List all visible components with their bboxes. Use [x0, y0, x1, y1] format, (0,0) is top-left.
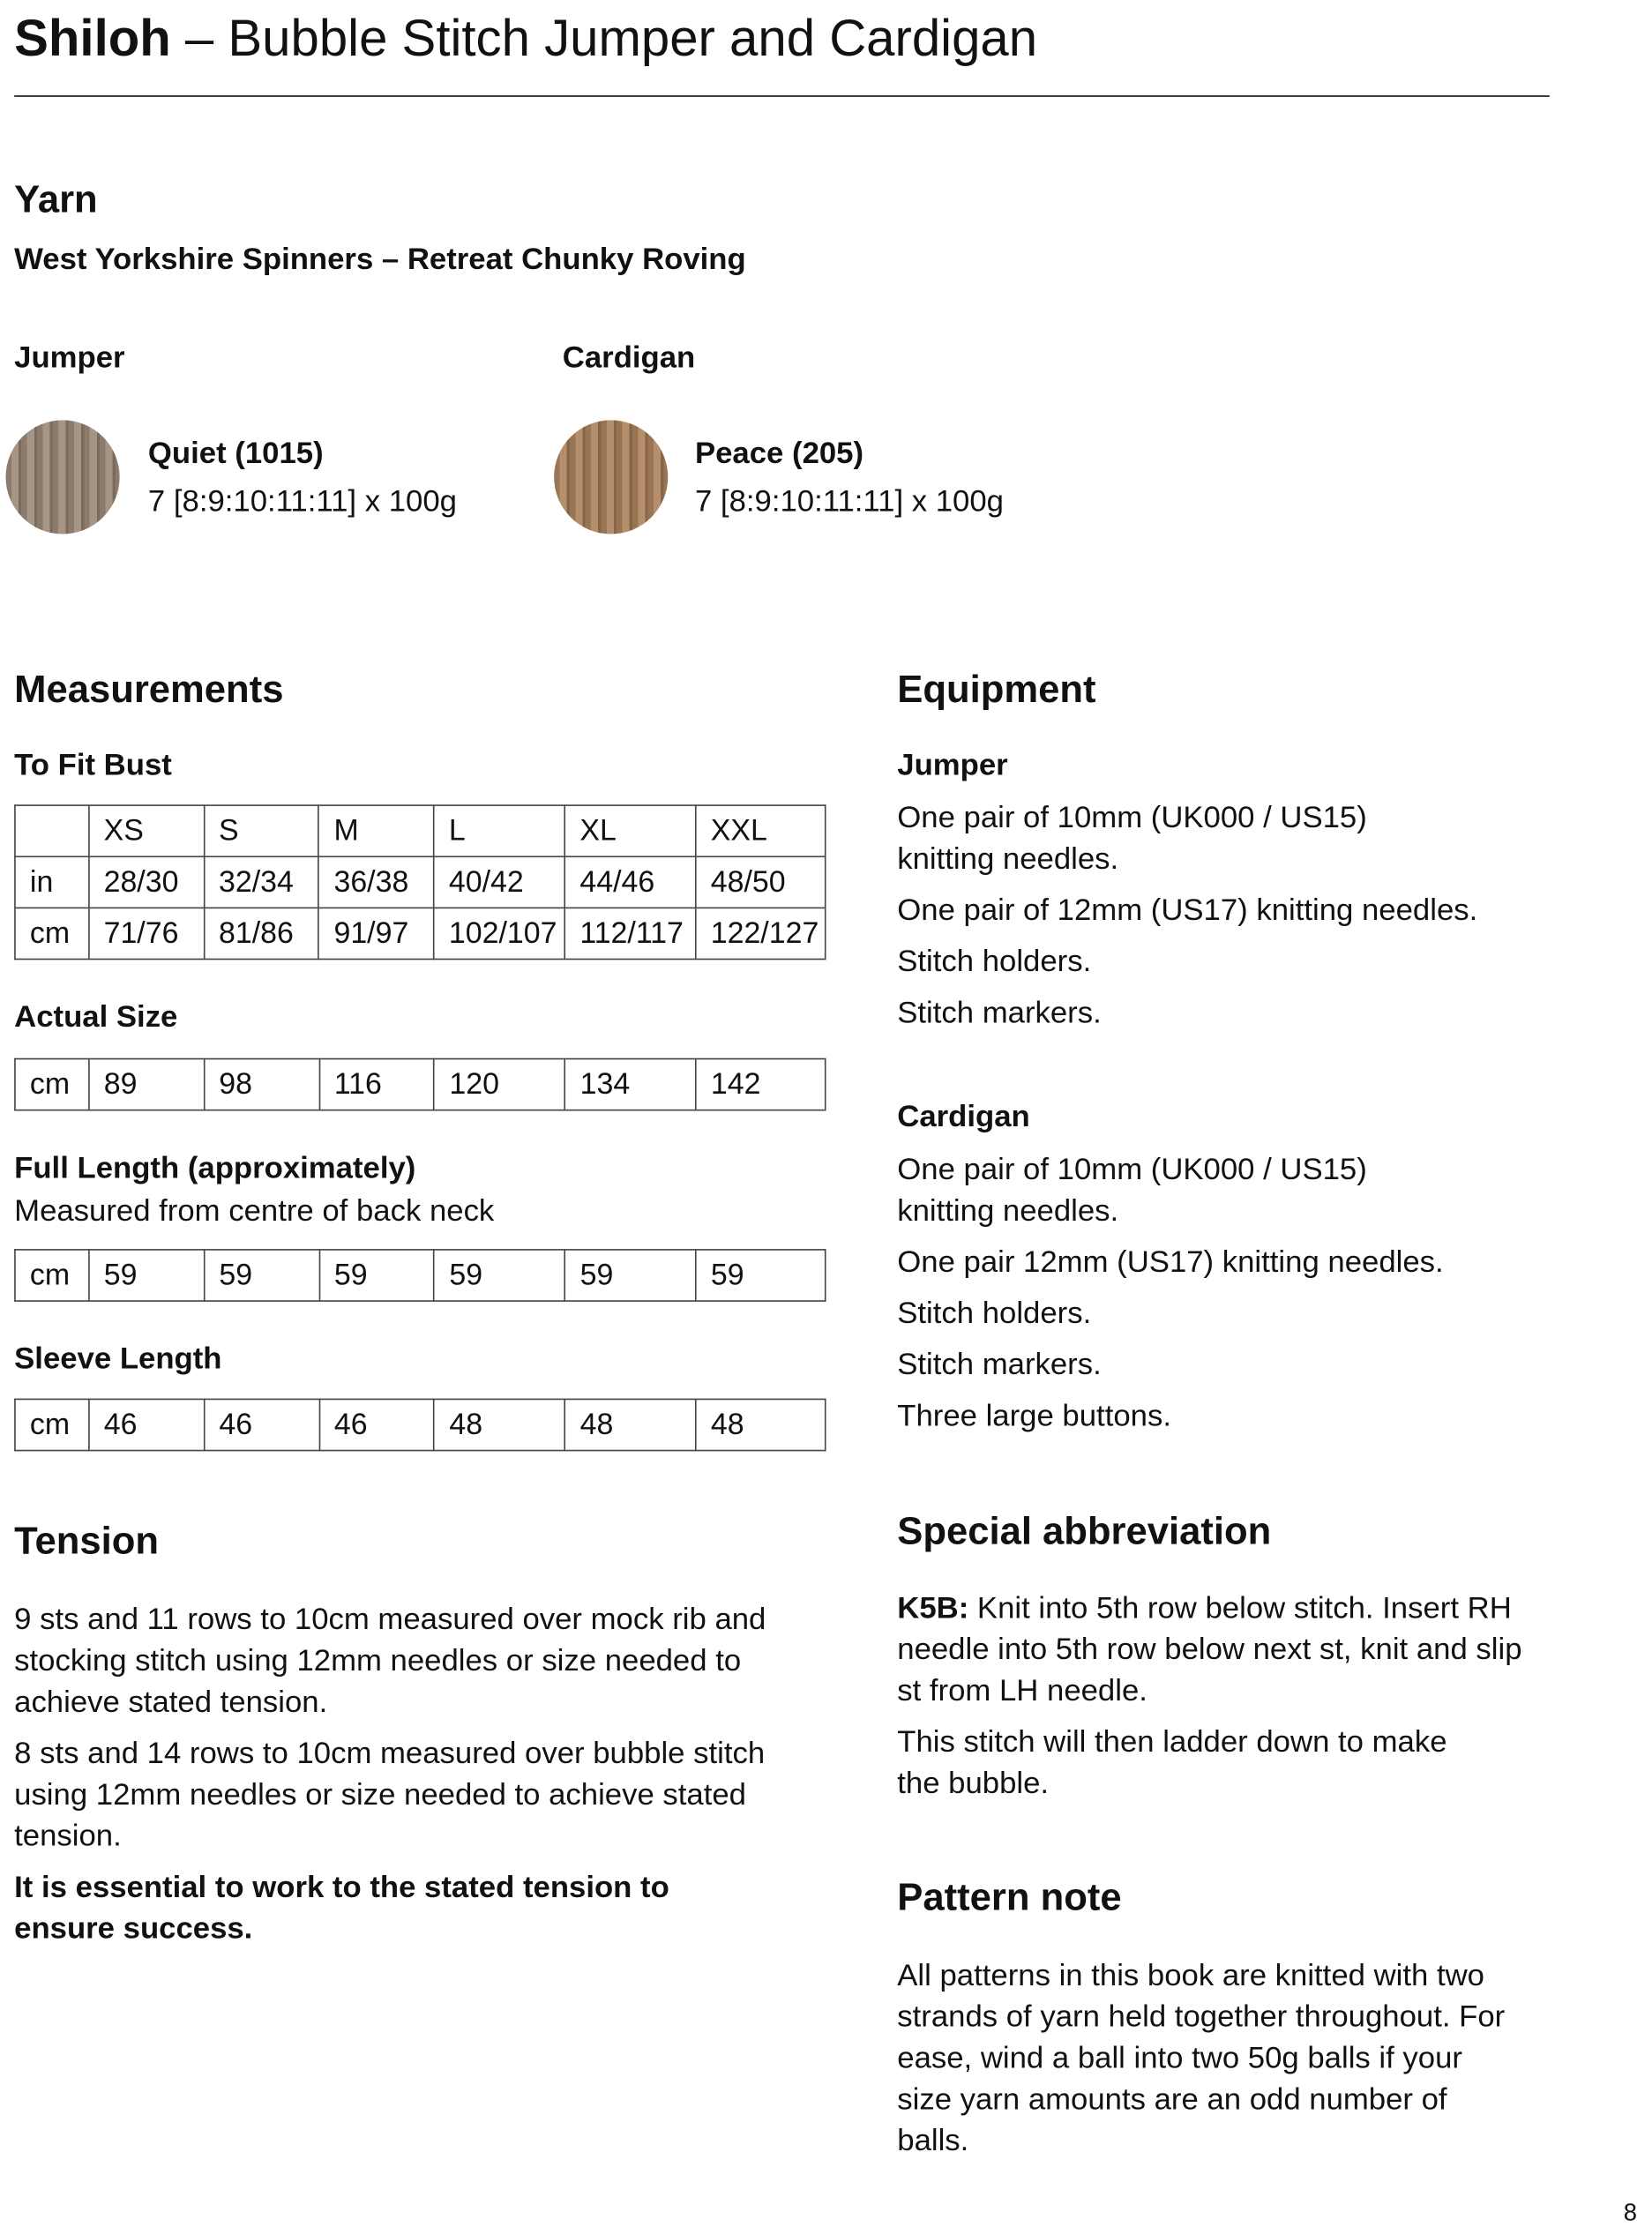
size-header: S — [204, 805, 318, 856]
table-cell — [15, 805, 89, 856]
cardigan-label: Cardigan — [562, 340, 696, 375]
page-title: Shiloh – Bubble Stitch Jumper and Cardigan — [14, 8, 1038, 67]
table-cell: 59 — [89, 1250, 205, 1301]
equipment-jumper-list — [897, 797, 1559, 1043]
table-cell: 48 — [696, 1399, 826, 1450]
pattern-note-heading: Pattern note — [897, 1875, 1122, 1919]
table-cell: 122/127 — [696, 908, 826, 959]
table-row — [15, 1059, 826, 1110]
measurements-heading: Measurements — [14, 668, 284, 711]
table-cell: 48/50 — [696, 856, 826, 908]
bust-label: To Fit Bust — [14, 747, 172, 782]
jumper-shade: Quiet (1015) — [147, 436, 324, 470]
sleeve-length-table — [14, 1399, 826, 1452]
table-cell: 32/34 — [204, 856, 318, 908]
tension-text — [14, 1599, 819, 1960]
list-item: Stitch holders. — [897, 944, 1092, 979]
table-cell: 112/117 — [564, 908, 695, 959]
cardigan-shade: Peace (205) — [694, 436, 864, 470]
equipment-jumper-label: Jumper — [897, 747, 1008, 782]
table-cell: 59 — [434, 1250, 564, 1301]
table-cell: 120 — [434, 1059, 564, 1110]
table-cell: 89 — [89, 1059, 205, 1110]
size-header: L — [434, 805, 564, 856]
table-cell: 116 — [319, 1059, 435, 1110]
tension-paragraph: 9 sts and 11 rows to 10cm measured over mock rib and stocking stitch using 12mm needles or size needed to achieve stated tension. — [14, 1602, 766, 1719]
full-length-table — [14, 1249, 826, 1302]
table-cell: 44/46 — [564, 856, 695, 908]
tension-paragraph: 8 sts and 14 rows to 10cm measured over bubble stitch using 12mm needles or size needed to achieve stated tension. — [14, 1736, 766, 1853]
full-length-label: Full Length (approximately) — [14, 1150, 416, 1185]
list-item: One pair of 12mm (US17) knitting needles. — [897, 893, 1478, 928]
equipment-cardigan-list — [897, 1149, 1559, 1446]
unit-cell: cm — [15, 1250, 89, 1301]
table-cell: 59 — [204, 1250, 319, 1301]
abbreviation-definition-text: Knit into 5th row below stitch. Insert RH needle into 5th row below next st, knit and slip st from LH needle. — [897, 1590, 1522, 1708]
table-cell: 46 — [204, 1399, 319, 1450]
jumper-quantity: 7 [8:9:10:11:11] x 100g — [147, 483, 457, 519]
pattern-note-text: All patterns in this book are knitted with two strands of yarn held together throughout. For ease, wind a ball into two 50g balls if your size yarn amounts are an odd number of balls. — [897, 1958, 1506, 2158]
abbreviation-note: This stitch will then ladder down to make the bubble. — [897, 1724, 1447, 1800]
table-cell: 40/42 — [434, 856, 564, 908]
bust-table — [14, 804, 826, 960]
list-item: Stitch markers. — [897, 1347, 1102, 1382]
table-header-row — [15, 805, 826, 856]
actual-size-table — [14, 1058, 826, 1111]
list-item: One pair 12mm (US17) knitting needles. — [897, 1244, 1444, 1280]
table-cell: 91/97 — [319, 908, 434, 959]
full-length-note: Measured from centre of back neck — [14, 1193, 495, 1228]
table-cell: 59 — [319, 1250, 435, 1301]
size-header: XL — [564, 805, 695, 856]
table-cell: 48 — [565, 1399, 696, 1450]
page-number: 8 — [1623, 2199, 1638, 2226]
list-item: One pair of 10mm (UK000 / US15) knitting needles. — [897, 1152, 1367, 1228]
table-cell: 36/38 — [319, 856, 434, 908]
list-item: One pair of 10mm (UK000 / US15) knitting needles. — [897, 800, 1367, 877]
size-header: M — [319, 805, 434, 856]
table-cell: 28/30 — [89, 856, 204, 908]
table-cell: 46 — [319, 1399, 435, 1450]
abbreviation-definition — [897, 1588, 1531, 1711]
sleeve-length-label: Sleeve Length — [14, 1341, 222, 1376]
table-cell: 142 — [696, 1059, 826, 1110]
list-item: Stitch markers. — [897, 995, 1102, 1030]
unit-cell: cm — [15, 908, 89, 959]
unit-cell: cm — [15, 1399, 89, 1450]
yarn-brand: West Yorkshire Spinners – Retreat Chunky Roving — [14, 242, 746, 277]
tension-heading: Tension — [14, 1519, 160, 1563]
abbreviation-text — [897, 1588, 1531, 1814]
table-cell: 98 — [204, 1059, 319, 1110]
table-row — [15, 856, 826, 908]
abbreviation-heading: Special abbreviation — [897, 1509, 1272, 1553]
table-cell: 81/86 — [204, 908, 318, 959]
unit-cell: in — [15, 856, 89, 908]
jumper-label: Jumper — [14, 340, 125, 375]
title-divider — [14, 95, 1550, 97]
yarn-heading: Yarn — [14, 177, 98, 221]
cardigan-yarn-swatch — [554, 420, 668, 534]
table-cell: 48 — [434, 1399, 564, 1450]
table-row — [15, 908, 826, 959]
table-cell: 102/107 — [434, 908, 564, 959]
table-cell: 59 — [565, 1250, 696, 1301]
cardigan-quantity: 7 [8:9:10:11:11] x 100g — [694, 483, 1004, 519]
unit-cell: cm — [15, 1059, 89, 1110]
list-item: Three large buttons. — [897, 1398, 1171, 1433]
table-cell: 59 — [696, 1250, 826, 1301]
table-cell: 134 — [565, 1059, 696, 1110]
tension-emphasis: It is essential to work to the stated tension to ensure success. — [14, 1870, 669, 1946]
table-row — [15, 1399, 826, 1450]
table-cell: 46 — [89, 1399, 205, 1450]
equipment-cardigan-label: Cardigan — [897, 1099, 1030, 1134]
abbreviation-term: K5B: — [897, 1590, 969, 1625]
list-item: Stitch holders. — [897, 1296, 1092, 1331]
actual-size-label: Actual Size — [14, 999, 178, 1035]
table-row — [15, 1250, 826, 1301]
size-header: XXL — [696, 805, 826, 856]
equipment-heading: Equipment — [897, 668, 1096, 711]
jumper-yarn-swatch — [5, 420, 119, 534]
size-header: XS — [89, 805, 204, 856]
table-cell: 71/76 — [89, 908, 204, 959]
